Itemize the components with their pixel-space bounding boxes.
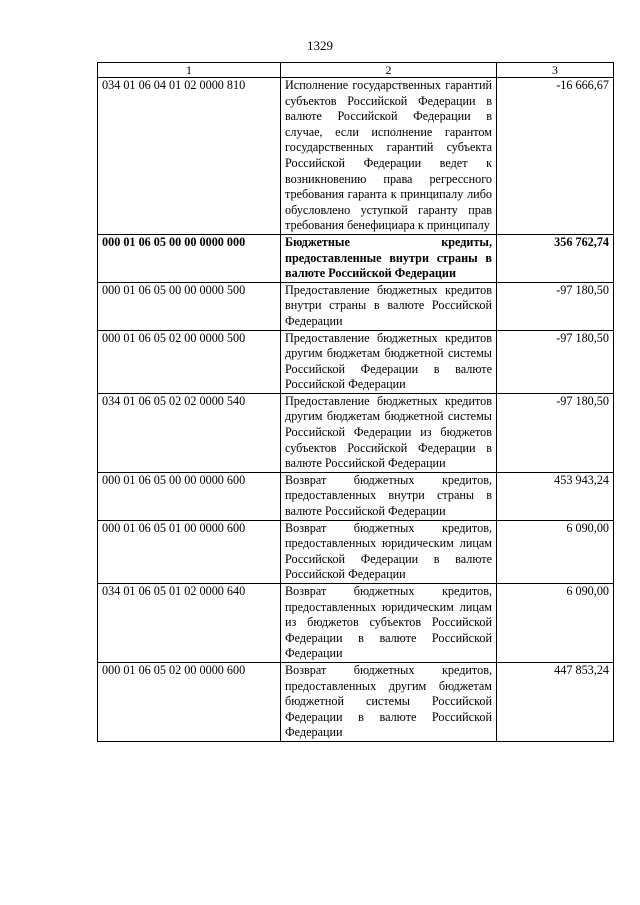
amount-cell: 6 090,00 [497,584,614,663]
description-cell: Бюджетные кредиты, предоставленные внутри страны в валюте Российской Федерации [281,234,497,282]
description-cell: Возврат бюджетных кредитов, предоставленных другим бюджетам бюджетной системы Российской Федерации в валюте Российской Федерации [281,662,497,741]
table-row [98,78,614,235]
amount-cell: -97 180,50 [497,330,614,393]
table-row [98,393,614,472]
table-row [98,282,614,330]
amount-cell: 447 853,24 [497,662,614,741]
code-cell: 000 01 06 05 00 00 0000 600 [98,472,281,520]
code-cell: 000 01 06 05 02 00 0000 500 [98,330,281,393]
table-row [98,520,614,583]
amount-cell: -16 666,67 [497,78,614,235]
code-cell: 000 01 06 05 00 00 0000 000 [98,234,281,282]
amount-cell: 6 090,00 [497,520,614,583]
description-cell: Возврат бюджетных кредитов, предоставленных юридическим лицам из бюджетов субъектов Российской Федерации в валюте Российской Федерации [281,584,497,663]
code-cell: 000 01 06 05 02 00 0000 600 [98,662,281,741]
header-row [98,63,614,78]
code-cell: 034 01 06 05 02 02 0000 540 [98,393,281,472]
amount-cell: 453 943,24 [497,472,614,520]
amount-cell: -97 180,50 [497,393,614,472]
header-cell-amount: 3 [497,63,614,78]
table-row [98,584,614,663]
table-row [98,330,614,393]
code-cell: 034 01 06 04 01 02 0000 810 [98,78,281,235]
description-cell: Возврат бюджетных кредитов, предоставленных юридическим лицам Российской Федерации в валюте Российской Федерации [281,520,497,583]
code-cell: 034 01 06 05 01 02 0000 640 [98,584,281,663]
code-cell: 000 01 06 05 00 00 0000 500 [98,282,281,330]
page-number: 1329 [307,38,333,53]
header-cell-description: 2 [281,63,497,78]
amount-cell: 356 762,74 [497,234,614,282]
description-cell: Предоставление бюджетных кредитов другим бюджетам бюджетной системы Российской Федерации из бюджетов субъектов Российской Федерации в валюте Российской Федерации [281,393,497,472]
description-cell: Предоставление бюджетных кредитов внутри страны в валюте Российской Федерации [281,282,497,330]
description-cell: Исполнение государственных гарантий субъектов Российской Федерации в валюте Российской Федерации в случае, если исполнение гарантом государственных гарантий субъекта Российской Федерации ведет к возникновению права регрессного требования гаранта к принципалу либо обусловлено уступкой гаранту прав требования бенефициара к принципалу [281,78,497,235]
description-cell: Возврат бюджетных кредитов, предоставленных внутри страны в валюте Российской Федерации [281,472,497,520]
header-cell-code: 1 [98,63,281,78]
table-row [98,234,614,282]
table-row [98,472,614,520]
table-row [98,662,614,741]
budget-table [97,62,614,742]
amount-cell: -97 180,50 [497,282,614,330]
description-cell: Предоставление бюджетных кредитов другим бюджетам бюджетной системы Российской Федерации в валюте Российской Федерации [281,330,497,393]
code-cell: 000 01 06 05 01 00 0000 600 [98,520,281,583]
